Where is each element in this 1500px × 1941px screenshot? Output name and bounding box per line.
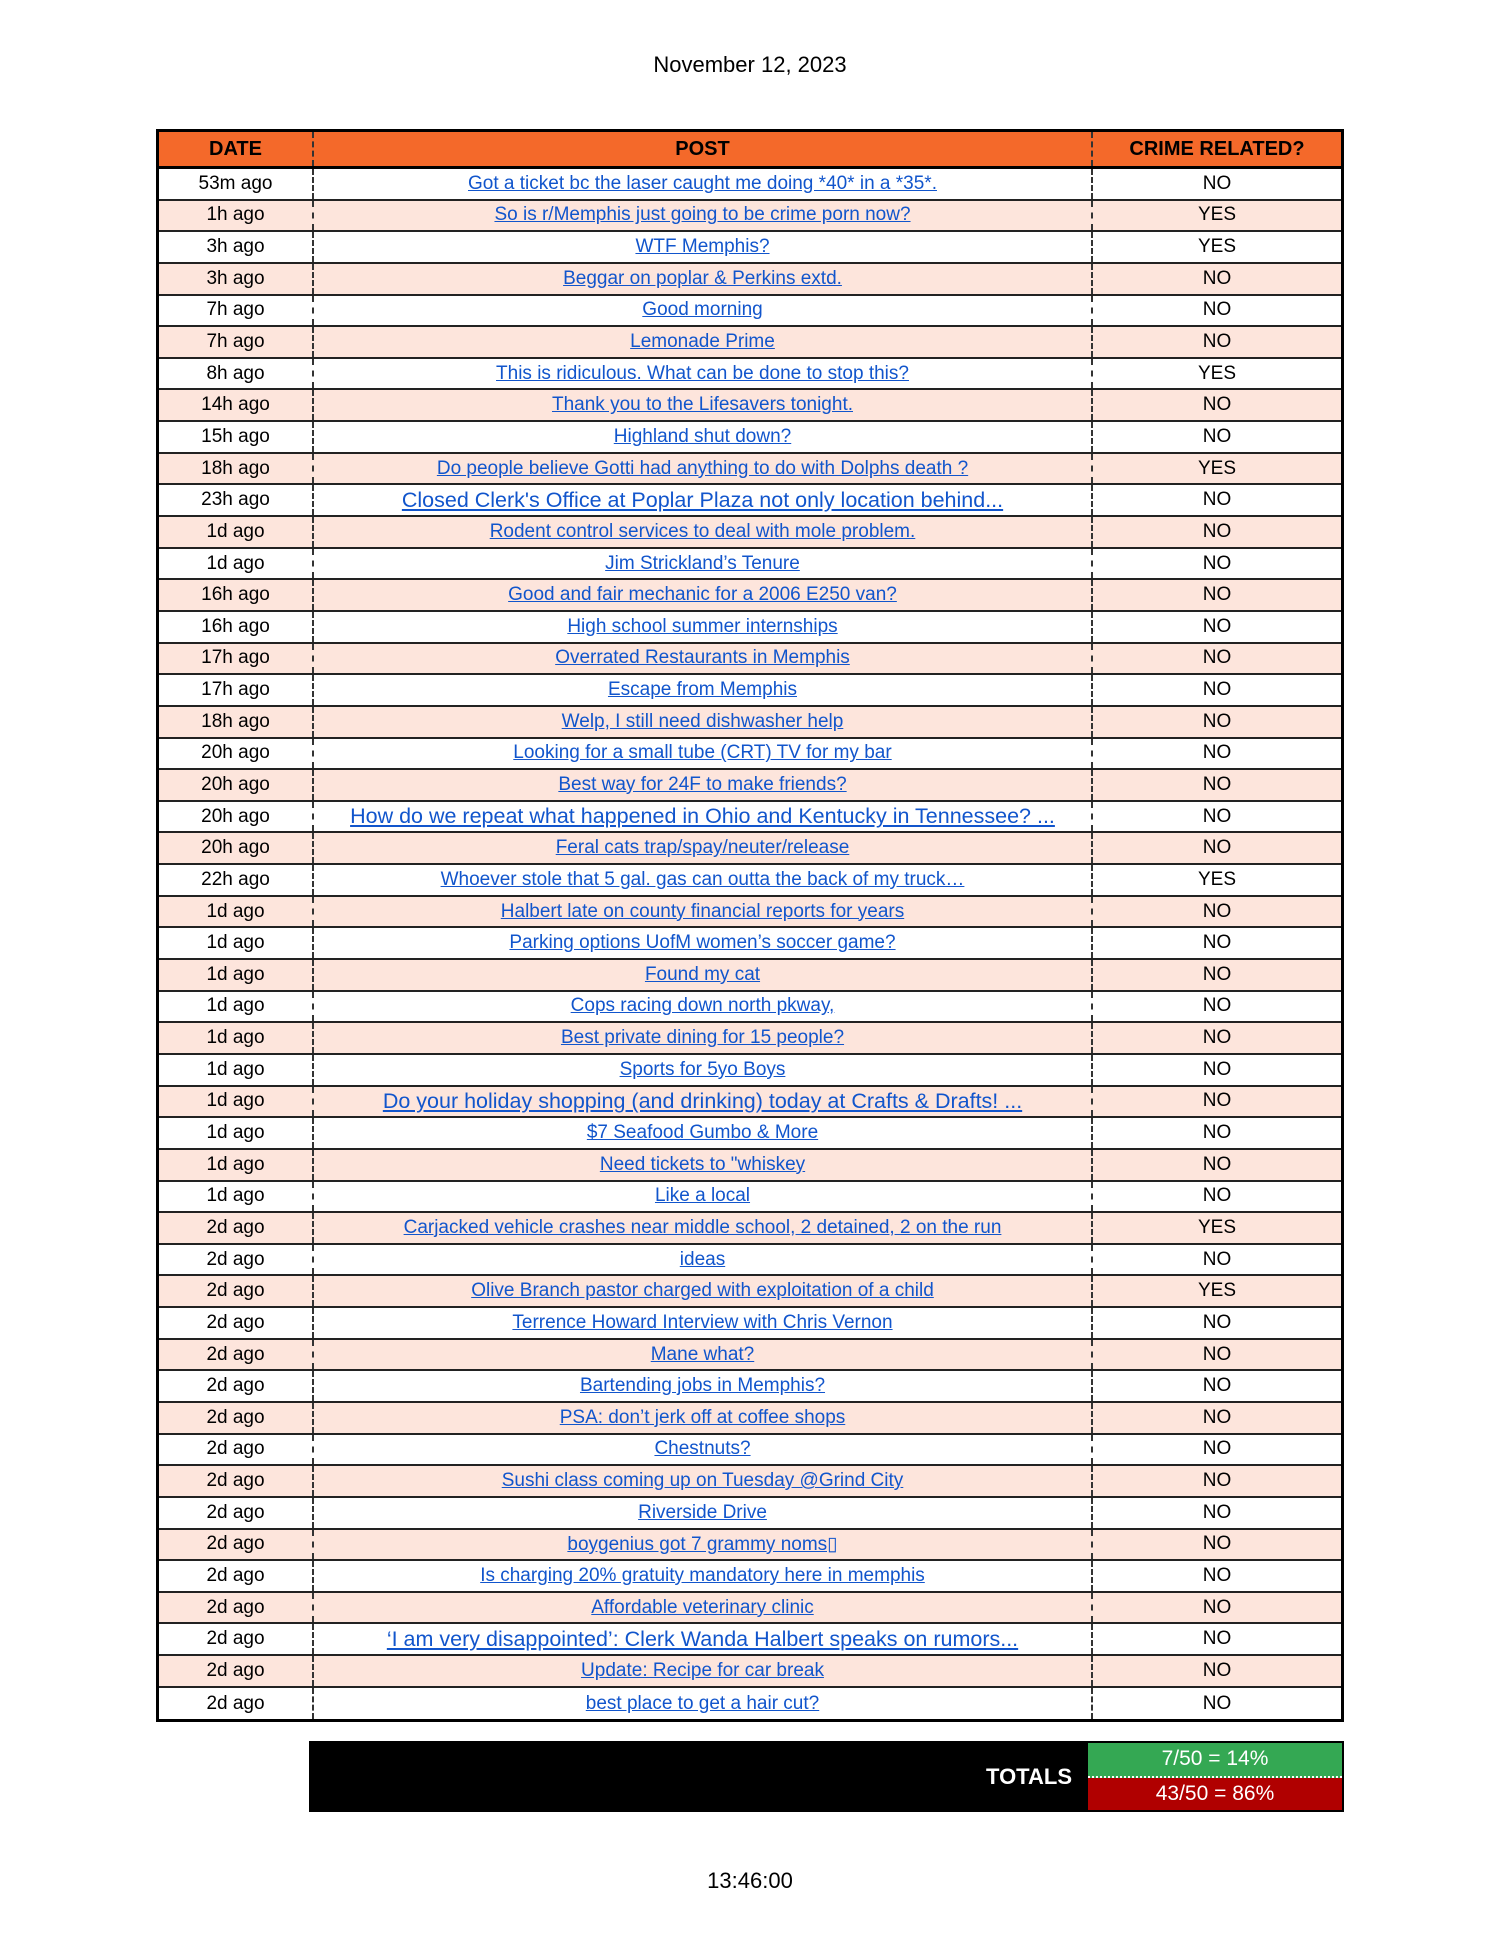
- row-date: 2d ago: [159, 1213, 314, 1243]
- row-crime-related: NO: [1202, 647, 1232, 669]
- row-post-cell: [314, 1624, 1093, 1654]
- row-date: 1d ago: [159, 549, 314, 579]
- row-post-cell: [314, 454, 1093, 484]
- totals-no: 43/50 = 86%: [1088, 1778, 1342, 1811]
- table-row: [159, 1055, 1341, 1087]
- row-date: 16h ago: [159, 612, 314, 642]
- table-row: [159, 1466, 1341, 1498]
- posts-table: [156, 129, 1344, 1722]
- post-link[interactable]: best place to get a hair cut?: [585, 1692, 820, 1714]
- row-date: 8h ago: [159, 359, 314, 389]
- row-post-cell: [314, 1340, 1093, 1370]
- row-date: 14h ago: [159, 390, 314, 420]
- row-date: 7h ago: [159, 327, 314, 357]
- row-date: 1d ago: [159, 517, 314, 547]
- row-post-cell: [314, 327, 1093, 357]
- row-date: 18h ago: [159, 454, 314, 484]
- row-post-cell: [314, 1561, 1093, 1591]
- post-link[interactable]: Looking for a small tube (CRT) TV for my bar: [513, 742, 892, 764]
- row-crime-related: NO: [1202, 742, 1232, 764]
- post-link[interactable]: Best private dining for 15 people?: [560, 1027, 845, 1049]
- row-post-cell: [314, 770, 1093, 800]
- post-link[interactable]: Sports for 5yo Boys: [619, 1058, 786, 1080]
- row-date: 1d ago: [159, 928, 314, 958]
- row-crime-related: NO: [1202, 425, 1232, 447]
- row-crime-related: NO: [1202, 172, 1232, 194]
- header-crime-related: CRIME RELATED?: [1129, 137, 1305, 160]
- page-title: November 12, 2023: [653, 52, 847, 77]
- row-crime-related: NO: [1202, 1027, 1232, 1049]
- table-row: [159, 833, 1341, 865]
- post-link[interactable]: ‘I am very disappointed’: Clerk Wanda Halbert speaks on rumors...: [386, 1626, 1019, 1651]
- row-post-cell: [314, 296, 1093, 326]
- row-post-cell: [314, 390, 1093, 420]
- row-crime-related: NO: [1202, 932, 1232, 954]
- table-row: [159, 1276, 1341, 1308]
- post-link[interactable]: Bartending jobs in Memphis?: [579, 1375, 826, 1397]
- table-row: [159, 359, 1341, 391]
- row-post-cell: [314, 517, 1093, 547]
- table-row: [159, 1087, 1341, 1119]
- post-link[interactable]: Is charging 20% gratuity mandatory here in memphis: [480, 1565, 925, 1586]
- post-link[interactable]: Like a local: [654, 1185, 751, 1207]
- row-crime-related: NO: [1202, 1406, 1232, 1428]
- row-post-cell: [314, 1656, 1093, 1686]
- row-date: 1d ago: [159, 897, 314, 927]
- table-row: [159, 739, 1341, 771]
- row-crime-related: NO: [1202, 584, 1232, 606]
- post-link[interactable]: Highland shut down?: [613, 425, 792, 447]
- row-post-cell: [314, 422, 1093, 452]
- row-date: 2d ago: [159, 1308, 314, 1338]
- totals-bar: [309, 1741, 1344, 1812]
- table-row: [159, 296, 1341, 328]
- row-post-cell: [314, 1371, 1093, 1401]
- post-link[interactable]: Escape from Memphis: [607, 679, 797, 701]
- row-post-cell: [314, 169, 1093, 199]
- post-link[interactable]: Terrence Howard Interview with Chris Vernon: [512, 1311, 893, 1333]
- row-date: 2d ago: [159, 1688, 314, 1720]
- post-link[interactable]: Got a ticket bc the laser caught me doing *40* in a *35*.: [468, 172, 937, 194]
- row-post-cell: [314, 1593, 1093, 1623]
- table-row: [159, 644, 1341, 676]
- row-post-cell: [314, 1213, 1093, 1243]
- table-row: [159, 865, 1341, 897]
- post-link[interactable]: This is ridiculous. What can be done to stop this?: [496, 362, 909, 384]
- table-row: [159, 1308, 1341, 1340]
- table-row: [159, 232, 1341, 264]
- row-date: 17h ago: [159, 644, 314, 674]
- post-link[interactable]: Jim Strickland’s Tenure: [605, 552, 800, 574]
- table-row: [159, 1435, 1341, 1467]
- row-date: 1h ago: [159, 201, 314, 231]
- post-link[interactable]: Do people believe Gotti had anything to do with Dolphs death ?: [436, 457, 969, 479]
- row-crime-related: NO: [1202, 1565, 1232, 1586]
- row-crime-related: YES: [1197, 362, 1237, 384]
- table-row: [159, 612, 1341, 644]
- post-link[interactable]: Chestnuts?: [654, 1438, 751, 1460]
- table-row: [159, 1498, 1341, 1530]
- row-post-cell: [314, 1150, 1093, 1180]
- table-row: [159, 1213, 1341, 1245]
- row-date: 2d ago: [159, 1371, 314, 1401]
- row-date: 2d ago: [159, 1593, 314, 1623]
- row-date: 2d ago: [159, 1340, 314, 1370]
- row-date: 20h ago: [159, 770, 314, 800]
- row-date: 23h ago: [159, 485, 314, 515]
- table-row: [159, 770, 1341, 802]
- row-post-cell: [314, 232, 1093, 262]
- totals-values: [1086, 1741, 1344, 1812]
- row-crime-related: YES: [1197, 868, 1237, 890]
- table-row: [159, 1371, 1341, 1403]
- post-link[interactable]: Mane what?: [650, 1343, 755, 1365]
- row-post-cell: [314, 1403, 1093, 1433]
- post-link[interactable]: WTF Memphis?: [635, 236, 770, 258]
- row-crime-related: NO: [1202, 1533, 1232, 1555]
- row-date: 15h ago: [159, 422, 314, 452]
- timestamp: 13:46:00: [707, 1868, 793, 1893]
- header-date: DATE: [159, 132, 314, 166]
- table-row: [159, 960, 1341, 992]
- row-post-cell: [314, 1276, 1093, 1306]
- row-post-cell: [314, 612, 1093, 642]
- post-link[interactable]: $7 Seafood Gumbo & More: [586, 1122, 819, 1144]
- row-date: 3h ago: [159, 264, 314, 294]
- post-link[interactable]: Do your holiday shopping (and drinking) today at Crafts & Drafts! ...: [382, 1088, 1023, 1113]
- row-post-cell: [314, 865, 1093, 895]
- row-crime-related: NO: [1202, 1090, 1232, 1112]
- table-row: [159, 1182, 1341, 1214]
- row-post-cell: [314, 960, 1093, 990]
- table-row: [159, 802, 1341, 834]
- table-row: [159, 1150, 1341, 1182]
- row-date: 2d ago: [159, 1498, 314, 1528]
- post-link[interactable]: Thank you to the Lifesavers tonight.: [551, 394, 853, 416]
- table-body: [159, 169, 1341, 1719]
- row-crime-related: NO: [1202, 1692, 1232, 1714]
- row-crime-related: NO: [1202, 1311, 1232, 1333]
- table-row: [159, 992, 1341, 1024]
- row-date: 16h ago: [159, 580, 314, 610]
- row-crime-related: NO: [1202, 1343, 1232, 1365]
- totals-label: TOTALS: [986, 1763, 1072, 1789]
- row-crime-related: NO: [1202, 1185, 1232, 1207]
- table-row: [159, 1561, 1341, 1593]
- row-date: 2d ago: [159, 1624, 314, 1654]
- row-date: 20h ago: [159, 739, 314, 769]
- row-date: 2d ago: [159, 1245, 314, 1275]
- row-post-cell: [314, 897, 1093, 927]
- row-date: 1d ago: [159, 1118, 314, 1148]
- row-crime-related: NO: [1202, 1375, 1232, 1397]
- row-post-cell: [314, 1023, 1093, 1053]
- table-row: [159, 1023, 1341, 1055]
- row-post-cell: [314, 1182, 1093, 1212]
- table-row: [159, 1688, 1341, 1720]
- row-date: 3h ago: [159, 232, 314, 262]
- row-crime-related: NO: [1202, 267, 1232, 289]
- row-crime-related: YES: [1197, 457, 1237, 479]
- post-link[interactable]: Best way for 24F to make friends?: [558, 773, 847, 795]
- row-crime-related: NO: [1202, 805, 1232, 827]
- row-crime-related: YES: [1197, 1216, 1237, 1238]
- table-row: [159, 201, 1341, 233]
- table-row: [159, 897, 1341, 929]
- post-link[interactable]: Beggar on poplar & Perkins extd.: [563, 267, 842, 289]
- table-row: [159, 549, 1341, 581]
- row-crime-related: NO: [1202, 1438, 1232, 1460]
- table-row: [159, 1530, 1341, 1562]
- post-link[interactable]: Lemonade Prime: [630, 331, 775, 353]
- row-crime-related: YES: [1197, 1280, 1237, 1302]
- post-link[interactable]: Rodent control services to deal with mole problem.: [489, 520, 916, 542]
- table-row: [159, 1118, 1341, 1150]
- post-link[interactable]: Need tickets to "whiskey: [599, 1153, 806, 1175]
- row-crime-related: YES: [1197, 236, 1237, 258]
- table-row: [159, 454, 1341, 486]
- row-post-cell: [314, 359, 1093, 389]
- row-crime-related: NO: [1202, 995, 1232, 1017]
- table-row: [159, 1245, 1341, 1277]
- row-date: 22h ago: [159, 865, 314, 895]
- row-date: 2d ago: [159, 1466, 314, 1496]
- table-row: [159, 264, 1341, 296]
- row-post-cell: [314, 833, 1093, 863]
- row-post-cell: [314, 707, 1093, 737]
- row-crime-related: NO: [1202, 489, 1232, 511]
- row-date: 1d ago: [159, 1023, 314, 1053]
- row-crime-related: NO: [1202, 299, 1232, 321]
- row-date: 18h ago: [159, 707, 314, 737]
- post-link[interactable]: Good and fair mechanic for a 2006 E250 van?: [508, 584, 897, 606]
- row-crime-related: YES: [1197, 204, 1237, 226]
- row-date: 1d ago: [159, 1150, 314, 1180]
- row-crime-related: NO: [1202, 900, 1232, 922]
- row-crime-related: NO: [1202, 552, 1232, 574]
- row-crime-related: NO: [1202, 1248, 1232, 1270]
- row-crime-related: NO: [1202, 679, 1232, 701]
- post-link[interactable]: Cops racing down north pkway,: [570, 995, 835, 1017]
- table-row: [159, 1593, 1341, 1625]
- post-link[interactable]: Update: Recipe for car break: [581, 1659, 824, 1681]
- row-post-cell: [314, 644, 1093, 674]
- post-link[interactable]: Halbert late on county financial reports for years: [500, 900, 905, 922]
- table-header: [159, 132, 1341, 169]
- row-crime-related: NO: [1202, 1058, 1232, 1080]
- post-link[interactable]: How do we repeat what happened in Ohio and Kentucky in Tennessee? ...: [350, 804, 1055, 829]
- row-crime-related: NO: [1202, 1501, 1232, 1523]
- row-crime-related: NO: [1202, 710, 1232, 732]
- table-row: [159, 675, 1341, 707]
- row-post-cell: [314, 1435, 1093, 1465]
- table-row: [159, 928, 1341, 960]
- row-post-cell: [314, 1688, 1093, 1720]
- table-row: [159, 517, 1341, 549]
- post-link[interactable]: Carjacked vehicle crashes near middle school, 2 detained, 2 on the run: [403, 1216, 1002, 1238]
- row-post-cell: [314, 992, 1093, 1022]
- row-date: 1d ago: [159, 1182, 314, 1212]
- post-link[interactable]: Parking options UofM women’s soccer game?: [509, 932, 896, 954]
- row-crime-related: NO: [1202, 331, 1232, 353]
- row-crime-related: NO: [1202, 520, 1232, 542]
- post-link[interactable]: Olive Branch pastor charged with exploitation of a child: [471, 1280, 934, 1302]
- row-date: 2d ago: [159, 1656, 314, 1686]
- post-link[interactable]: Riverside Drive: [638, 1501, 767, 1523]
- row-post-cell: [314, 1466, 1093, 1496]
- post-link[interactable]: boygenius got 7 grammy noms▯: [567, 1533, 838, 1555]
- table-row: [159, 390, 1341, 422]
- row-post-cell: [314, 549, 1093, 579]
- post-link[interactable]: Closed Clerk's Office at Poplar Plaza not only location behind...: [401, 487, 1004, 512]
- table-row: [159, 485, 1341, 517]
- post-link[interactable]: Welp, I still need dishwasher help: [561, 710, 844, 732]
- table-row: [159, 1624, 1341, 1656]
- row-post-cell: [314, 739, 1093, 769]
- totals-yes: 7/50 = 14%: [1088, 1743, 1342, 1778]
- row-crime-related: NO: [1202, 1470, 1232, 1492]
- row-post-cell: [314, 1530, 1093, 1560]
- post-link[interactable]: Overrated Restaurants in Memphis: [555, 647, 850, 669]
- row-post-cell: [314, 1087, 1093, 1117]
- row-post-cell: [314, 675, 1093, 705]
- post-link[interactable]: Whoever stole that 5 gal. gas can outta the back of my truck…: [440, 868, 965, 890]
- row-date: 2d ago: [159, 1530, 314, 1560]
- row-crime-related: NO: [1202, 1628, 1232, 1650]
- row-date: 1d ago: [159, 1055, 314, 1085]
- row-date: 2d ago: [159, 1403, 314, 1433]
- row-date: 1d ago: [159, 1087, 314, 1117]
- row-date: 1d ago: [159, 960, 314, 990]
- row-post-cell: [314, 485, 1093, 515]
- post-link[interactable]: Sushi class coming up on Tuesday @Grind City: [501, 1470, 904, 1492]
- post-link[interactable]: ideas: [679, 1248, 726, 1270]
- row-post-cell: [314, 928, 1093, 958]
- row-crime-related: NO: [1202, 963, 1232, 985]
- table-row: [159, 580, 1341, 612]
- header-post: POST: [314, 132, 1093, 166]
- row-crime-related: NO: [1202, 394, 1232, 416]
- row-post-cell: [314, 264, 1093, 294]
- row-post-cell: [314, 1245, 1093, 1275]
- row-date: 17h ago: [159, 675, 314, 705]
- row-date: 7h ago: [159, 296, 314, 326]
- table-row: [159, 1340, 1341, 1372]
- table-row: [159, 422, 1341, 454]
- row-date: 2d ago: [159, 1435, 314, 1465]
- row-date: 1d ago: [159, 992, 314, 1022]
- table-row: [159, 1656, 1341, 1688]
- post-link[interactable]: So is r/Memphis just going to be crime porn now?: [494, 204, 911, 226]
- post-link[interactable]: High school summer internships: [567, 615, 838, 637]
- post-link[interactable]: Good morning: [642, 299, 763, 321]
- row-date: 2d ago: [159, 1561, 314, 1591]
- row-date: 20h ago: [159, 833, 314, 863]
- post-link[interactable]: Found my cat: [644, 963, 761, 985]
- row-crime-related: NO: [1202, 837, 1232, 859]
- table-row: [159, 707, 1341, 739]
- row-date: 20h ago: [159, 802, 314, 832]
- table-row: [159, 327, 1341, 359]
- row-date: 53m ago: [159, 169, 314, 199]
- row-crime-related: NO: [1202, 1659, 1232, 1681]
- row-post-cell: [314, 1498, 1093, 1528]
- row-post-cell: [314, 1055, 1093, 1085]
- row-post-cell: [314, 201, 1093, 231]
- row-crime-related: NO: [1202, 615, 1232, 637]
- table-row: [159, 1403, 1341, 1435]
- row-date: 2d ago: [159, 1276, 314, 1306]
- row-crime-related: NO: [1202, 1596, 1232, 1618]
- row-post-cell: [314, 1308, 1093, 1338]
- post-link[interactable]: Feral cats trap/spay/neuter/release: [555, 837, 850, 859]
- row-post-cell: [314, 580, 1093, 610]
- table-row: [159, 169, 1341, 201]
- post-link[interactable]: PSA: don’t jerk off at coffee shops: [559, 1406, 846, 1428]
- row-crime-related: NO: [1202, 1153, 1232, 1175]
- row-post-cell: [314, 802, 1093, 832]
- row-crime-related: NO: [1202, 773, 1232, 795]
- row-crime-related: NO: [1202, 1122, 1232, 1144]
- post-link[interactable]: Affordable veterinary clinic: [591, 1596, 814, 1618]
- row-post-cell: [314, 1118, 1093, 1148]
